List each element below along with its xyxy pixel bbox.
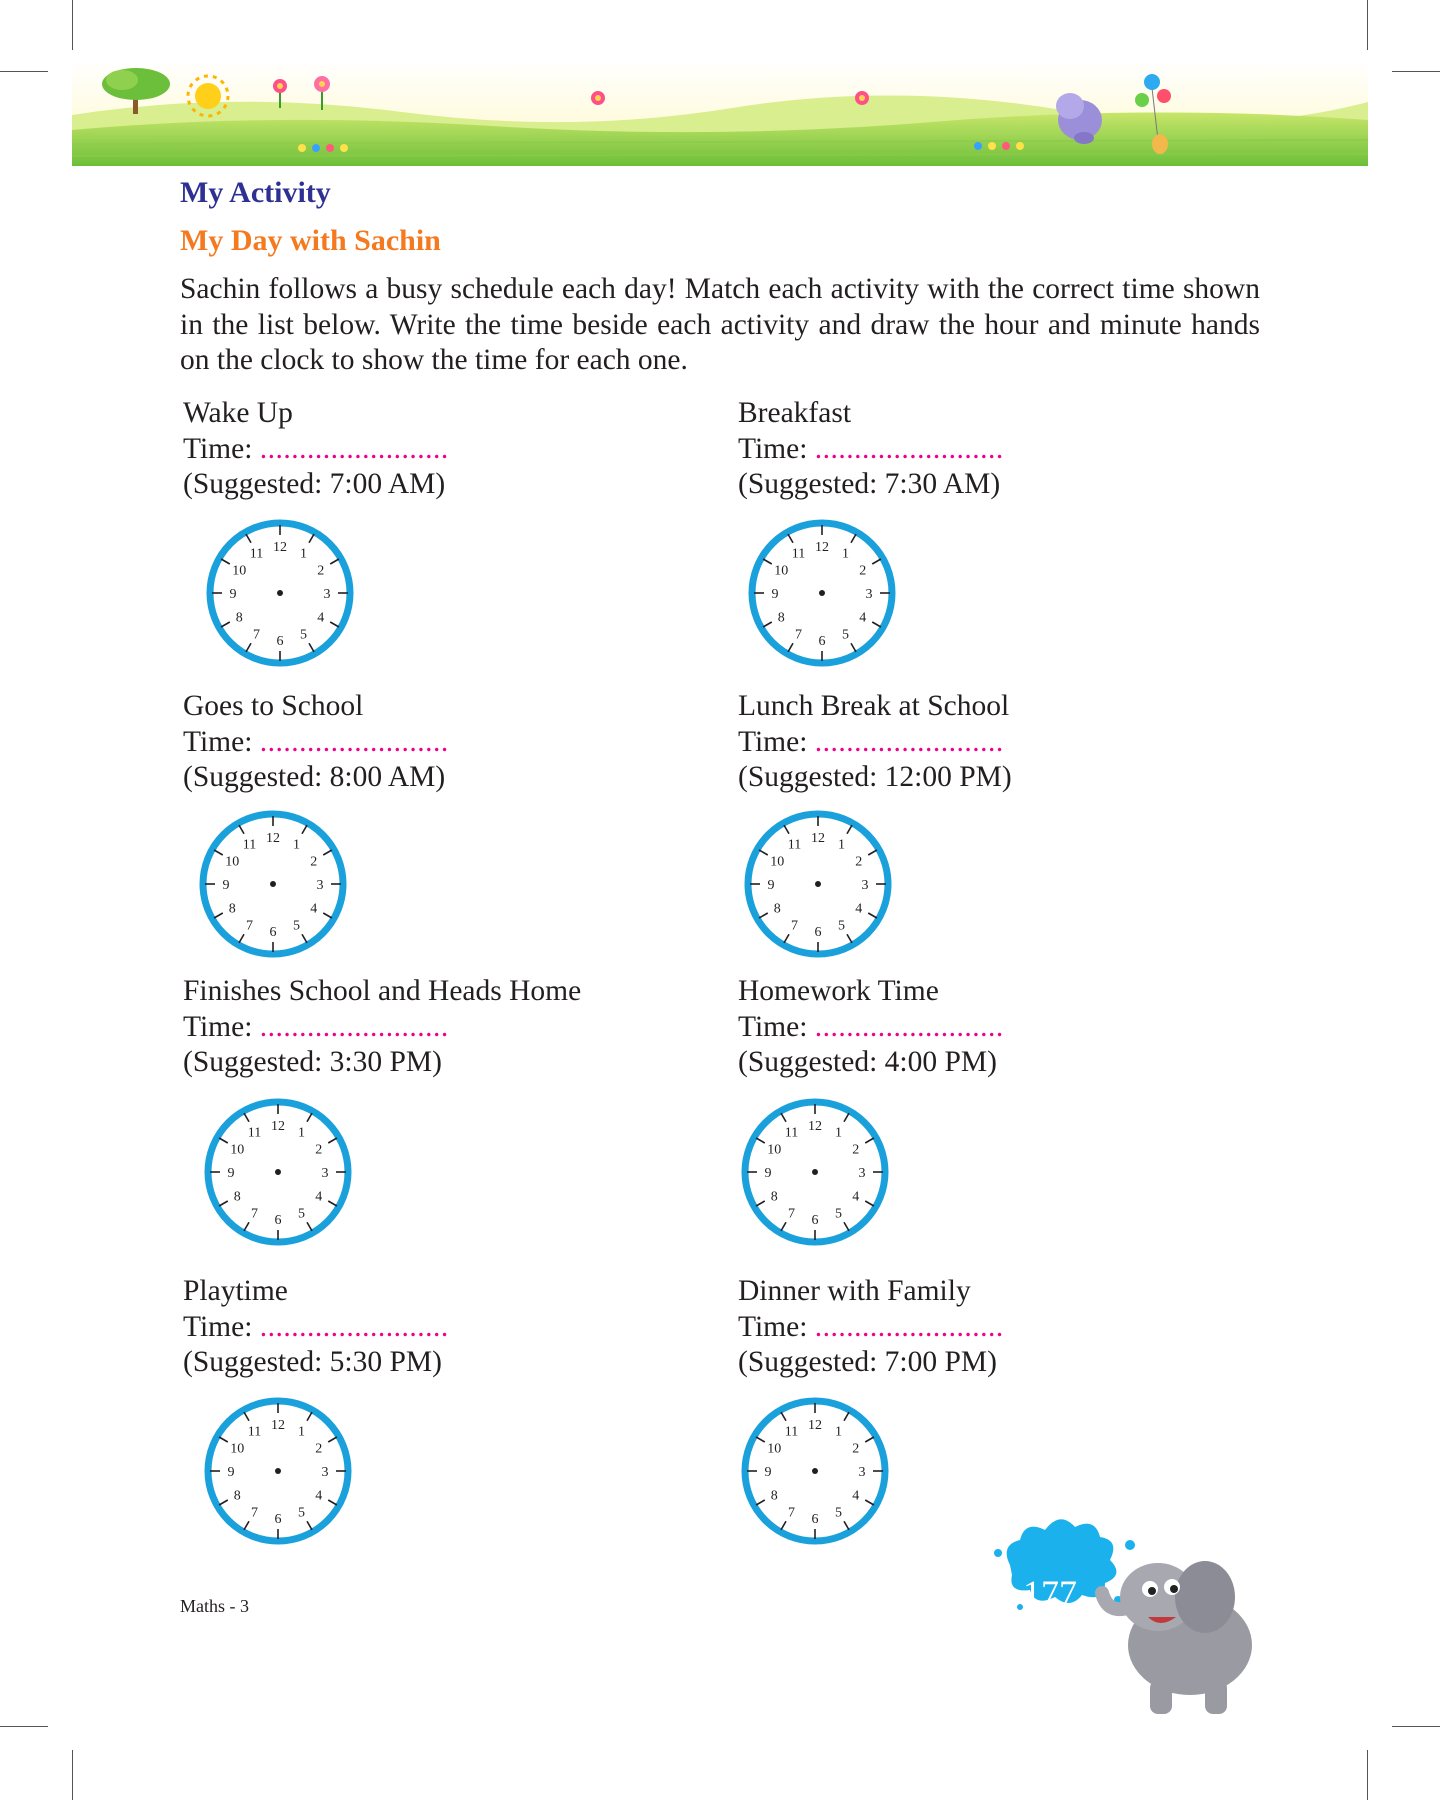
- clock-center-dot: [812, 1169, 818, 1175]
- clock-number: 4: [315, 1488, 323, 1504]
- suggested-time: (Suggested: 3:30 PM): [183, 1046, 442, 1078]
- activity-block: [738, 974, 1258, 1081]
- time-answer-line[interactable]: [183, 725, 703, 761]
- clock-number: 6: [274, 1512, 282, 1527]
- time-blank[interactable]: ........................: [814, 725, 1004, 758]
- activity-block: [738, 689, 1258, 796]
- clock-number: 3: [321, 1465, 329, 1480]
- clock-center-dot: [277, 590, 283, 596]
- time-blank[interactable]: ........................: [259, 432, 449, 465]
- meadow-banner-illustration: [72, 60, 1368, 166]
- time-answer-line[interactable]: [183, 432, 703, 468]
- page-number: 177: [1023, 1573, 1077, 1613]
- activity-name: Dinner with Family: [738, 1275, 971, 1307]
- clock-number: 1: [300, 546, 307, 562]
- clock-number: 1: [835, 1424, 842, 1440]
- clock-number: 11: [247, 1424, 262, 1440]
- clock-number: 4: [315, 1189, 323, 1205]
- clock-number: 12: [271, 1418, 285, 1433]
- clock-number: 2: [315, 1441, 323, 1457]
- time-label: Time:: [738, 725, 808, 758]
- clock-number: 1: [298, 1125, 305, 1141]
- clock-number: 6: [811, 1213, 819, 1228]
- clock-number: 12: [271, 1119, 285, 1134]
- section-heading: My Activity: [180, 176, 331, 209]
- crop-mark: [1392, 1726, 1440, 1727]
- clock-center-dot: [275, 1468, 281, 1474]
- suggested-time: (Suggested: 7:00 PM): [738, 1346, 997, 1378]
- clock-number: 9: [764, 1166, 772, 1181]
- clock-number: 11: [787, 837, 802, 853]
- activity-block: [183, 974, 703, 1081]
- clock-number: 7: [788, 1206, 795, 1222]
- clock-number: 2: [317, 563, 325, 579]
- crop-mark: [1392, 71, 1440, 72]
- clock-center-dot: [819, 590, 825, 596]
- time-label: Time:: [183, 725, 253, 758]
- clock-number: 9: [229, 587, 237, 602]
- clock-number: 3: [858, 1166, 866, 1181]
- clock-number: 8: [770, 1189, 778, 1205]
- suggested-time: (Suggested: 7:00 AM): [183, 468, 446, 500]
- clock-number: 9: [222, 878, 230, 893]
- suggested-time: (Suggested: 8:00 AM): [183, 761, 446, 793]
- activity-block: [738, 1274, 1258, 1381]
- time-label: Time:: [738, 1310, 808, 1343]
- clock-number: 7: [253, 627, 260, 643]
- clock-center-dot: [275, 1169, 281, 1175]
- clock-number: 4: [852, 1488, 860, 1504]
- time-answer-line[interactable]: [183, 1010, 703, 1046]
- time-blank[interactable]: ........................: [259, 725, 449, 758]
- clock-number: 4: [317, 610, 325, 626]
- clock-face[interactable]: [735, 1391, 895, 1551]
- clock-number: 5: [298, 1505, 305, 1521]
- clock-number: 6: [276, 634, 284, 649]
- clock-number: 6: [814, 925, 822, 940]
- elephant-icon: [1102, 1561, 1252, 1714]
- clock-number: 5: [835, 1505, 842, 1521]
- clock-number: 4: [852, 1189, 860, 1205]
- crop-mark: [72, 0, 73, 50]
- clock-number: 4: [859, 610, 867, 626]
- clock-number: 10: [230, 1441, 245, 1457]
- clock-number: 8: [228, 901, 236, 917]
- clock-number: 11: [242, 837, 257, 853]
- time-blank[interactable]: ........................: [259, 1310, 449, 1343]
- clock-number: 3: [316, 878, 324, 893]
- clock-face[interactable]: [742, 513, 902, 673]
- crop-mark: [0, 1726, 48, 1727]
- clock-number: 10: [225, 854, 240, 870]
- clock-number: 3: [861, 878, 869, 893]
- clock-number: 11: [791, 546, 806, 562]
- activity-block: [183, 1274, 703, 1381]
- clock-number: 11: [249, 546, 264, 562]
- crop-mark: [1367, 0, 1368, 50]
- clock-number: 9: [764, 1465, 772, 1480]
- instructions-paragraph: Sachin follows a busy schedule each day! Match each activity with the correct time shown in the list below. Write the time beside each activity and draw the hour and minute hands on the clock to show the time for each one.: [180, 273, 1260, 376]
- clock-number: 7: [795, 627, 802, 643]
- activity-name: Lunch Break at School: [738, 690, 1010, 722]
- clock-center-dot: [812, 1468, 818, 1474]
- time-answer-line[interactable]: [738, 1010, 1258, 1046]
- clock-number: 10: [767, 1441, 782, 1457]
- activity-name: Breakfast: [738, 397, 852, 429]
- clock-number: 4: [855, 901, 863, 917]
- clock-number: 2: [852, 1441, 860, 1457]
- clock-number: 5: [838, 918, 845, 934]
- activity-title: My Day with Sachin: [180, 224, 441, 257]
- clock-number: 5: [835, 1206, 842, 1222]
- clock-number: 2: [315, 1142, 323, 1158]
- activity-block: [183, 396, 703, 503]
- clock-number: 12: [808, 1418, 822, 1433]
- clock-number: 3: [858, 1465, 866, 1480]
- activity-block: [738, 396, 1258, 503]
- clock-number: 9: [771, 587, 779, 602]
- time-answer-line[interactable]: [738, 1310, 1258, 1346]
- time-label: Time:: [183, 432, 253, 465]
- crop-mark: [1367, 1750, 1368, 1800]
- time-label: Time:: [738, 432, 808, 465]
- crop-mark: [0, 71, 48, 72]
- clock-number: 5: [298, 1206, 305, 1222]
- time-blank[interactable]: ........................: [814, 432, 1004, 465]
- clock-number: 10: [230, 1142, 245, 1158]
- clock-number: 12: [808, 1119, 822, 1134]
- clock-number: 6: [274, 1213, 282, 1228]
- clock-number: 9: [767, 878, 775, 893]
- activity-name: Homework Time: [738, 975, 939, 1007]
- clock-number: 7: [251, 1505, 258, 1521]
- clock-number: 8: [773, 901, 781, 917]
- clock-number: 12: [811, 831, 825, 846]
- suggested-time: (Suggested: 4:00 PM): [738, 1046, 997, 1078]
- time-label: Time:: [183, 1310, 253, 1343]
- time-label: Time:: [738, 1010, 808, 1043]
- clock-number: 12: [273, 540, 287, 555]
- activity-block: [183, 689, 703, 796]
- book-label: Maths - 3: [180, 1596, 249, 1616]
- clock-number: 10: [767, 1142, 782, 1158]
- clock-number: 10: [232, 563, 247, 579]
- clock-number: 2: [859, 563, 867, 579]
- clock-number: 8: [233, 1189, 241, 1205]
- clock-number: 10: [770, 854, 785, 870]
- clock-face[interactable]: [198, 1092, 358, 1252]
- clock-number: 9: [227, 1465, 235, 1480]
- time-answer-line[interactable]: [738, 432, 1258, 468]
- clock-center-dot: [270, 881, 276, 887]
- time-blank[interactable]: ........................: [259, 1010, 449, 1043]
- crop-mark: [72, 1750, 73, 1800]
- clock-number: 6: [811, 1512, 819, 1527]
- time-answer-line[interactable]: [738, 725, 1258, 761]
- clock-number: 11: [784, 1424, 799, 1440]
- time-blank[interactable]: ........................: [814, 1010, 1004, 1043]
- clock-number: 12: [266, 831, 280, 846]
- activity-name: Playtime: [183, 1275, 288, 1307]
- clock-number: 9: [227, 1166, 235, 1181]
- clock-face[interactable]: [198, 1391, 358, 1551]
- clock-number: 6: [818, 634, 826, 649]
- clock-number: 7: [788, 1505, 795, 1521]
- clock-face[interactable]: [193, 804, 353, 964]
- clock-number: 3: [865, 587, 873, 602]
- clock-number: 8: [777, 610, 785, 626]
- clock-number: 1: [842, 546, 849, 562]
- clock-number: 1: [298, 1424, 305, 1440]
- clock-center-dot: [815, 881, 821, 887]
- clock-face[interactable]: [738, 804, 898, 964]
- clock-number: 8: [235, 610, 243, 626]
- clock-number: 1: [838, 837, 845, 853]
- clock-number: 8: [233, 1488, 241, 1504]
- time-blank[interactable]: ........................: [814, 1310, 1004, 1343]
- clock-number: 2: [855, 854, 863, 870]
- clock-number: 11: [247, 1125, 262, 1141]
- clock-number: 6: [269, 925, 277, 940]
- clock-number: 11: [784, 1125, 799, 1141]
- clock-number: 1: [835, 1125, 842, 1141]
- activity-name: Goes to School: [183, 690, 364, 722]
- clock-number: 2: [852, 1142, 860, 1158]
- clock-face[interactable]: [200, 513, 360, 673]
- suggested-time: (Suggested: 5:30 PM): [183, 1346, 442, 1378]
- clock-number: 7: [251, 1206, 258, 1222]
- clock-number: 5: [293, 918, 300, 934]
- clock-number: 12: [815, 540, 829, 555]
- clock-number: 3: [321, 1166, 329, 1181]
- clock-number: 1: [293, 837, 300, 853]
- clock-number: 3: [323, 587, 331, 602]
- elephant-mascot-illustration: [990, 1505, 1270, 1735]
- clock-number: 10: [774, 563, 789, 579]
- clock-number: 7: [791, 918, 798, 934]
- suggested-time: (Suggested: 12:00 PM): [738, 761, 1012, 793]
- time-label: Time:: [183, 1010, 253, 1043]
- suggested-time: (Suggested: 7:30 AM): [738, 468, 1001, 500]
- activity-name: Finishes School and Heads Home: [183, 975, 582, 1007]
- clock-number: 2: [310, 854, 318, 870]
- clock-number: 8: [770, 1488, 778, 1504]
- activity-name: Wake Up: [183, 397, 293, 429]
- time-answer-line[interactable]: [183, 1310, 703, 1346]
- clock-number: 5: [300, 627, 307, 643]
- clock-number: 5: [842, 627, 849, 643]
- clock-number: 7: [246, 918, 253, 934]
- clock-number: 4: [310, 901, 318, 917]
- clock-face[interactable]: [735, 1092, 895, 1252]
